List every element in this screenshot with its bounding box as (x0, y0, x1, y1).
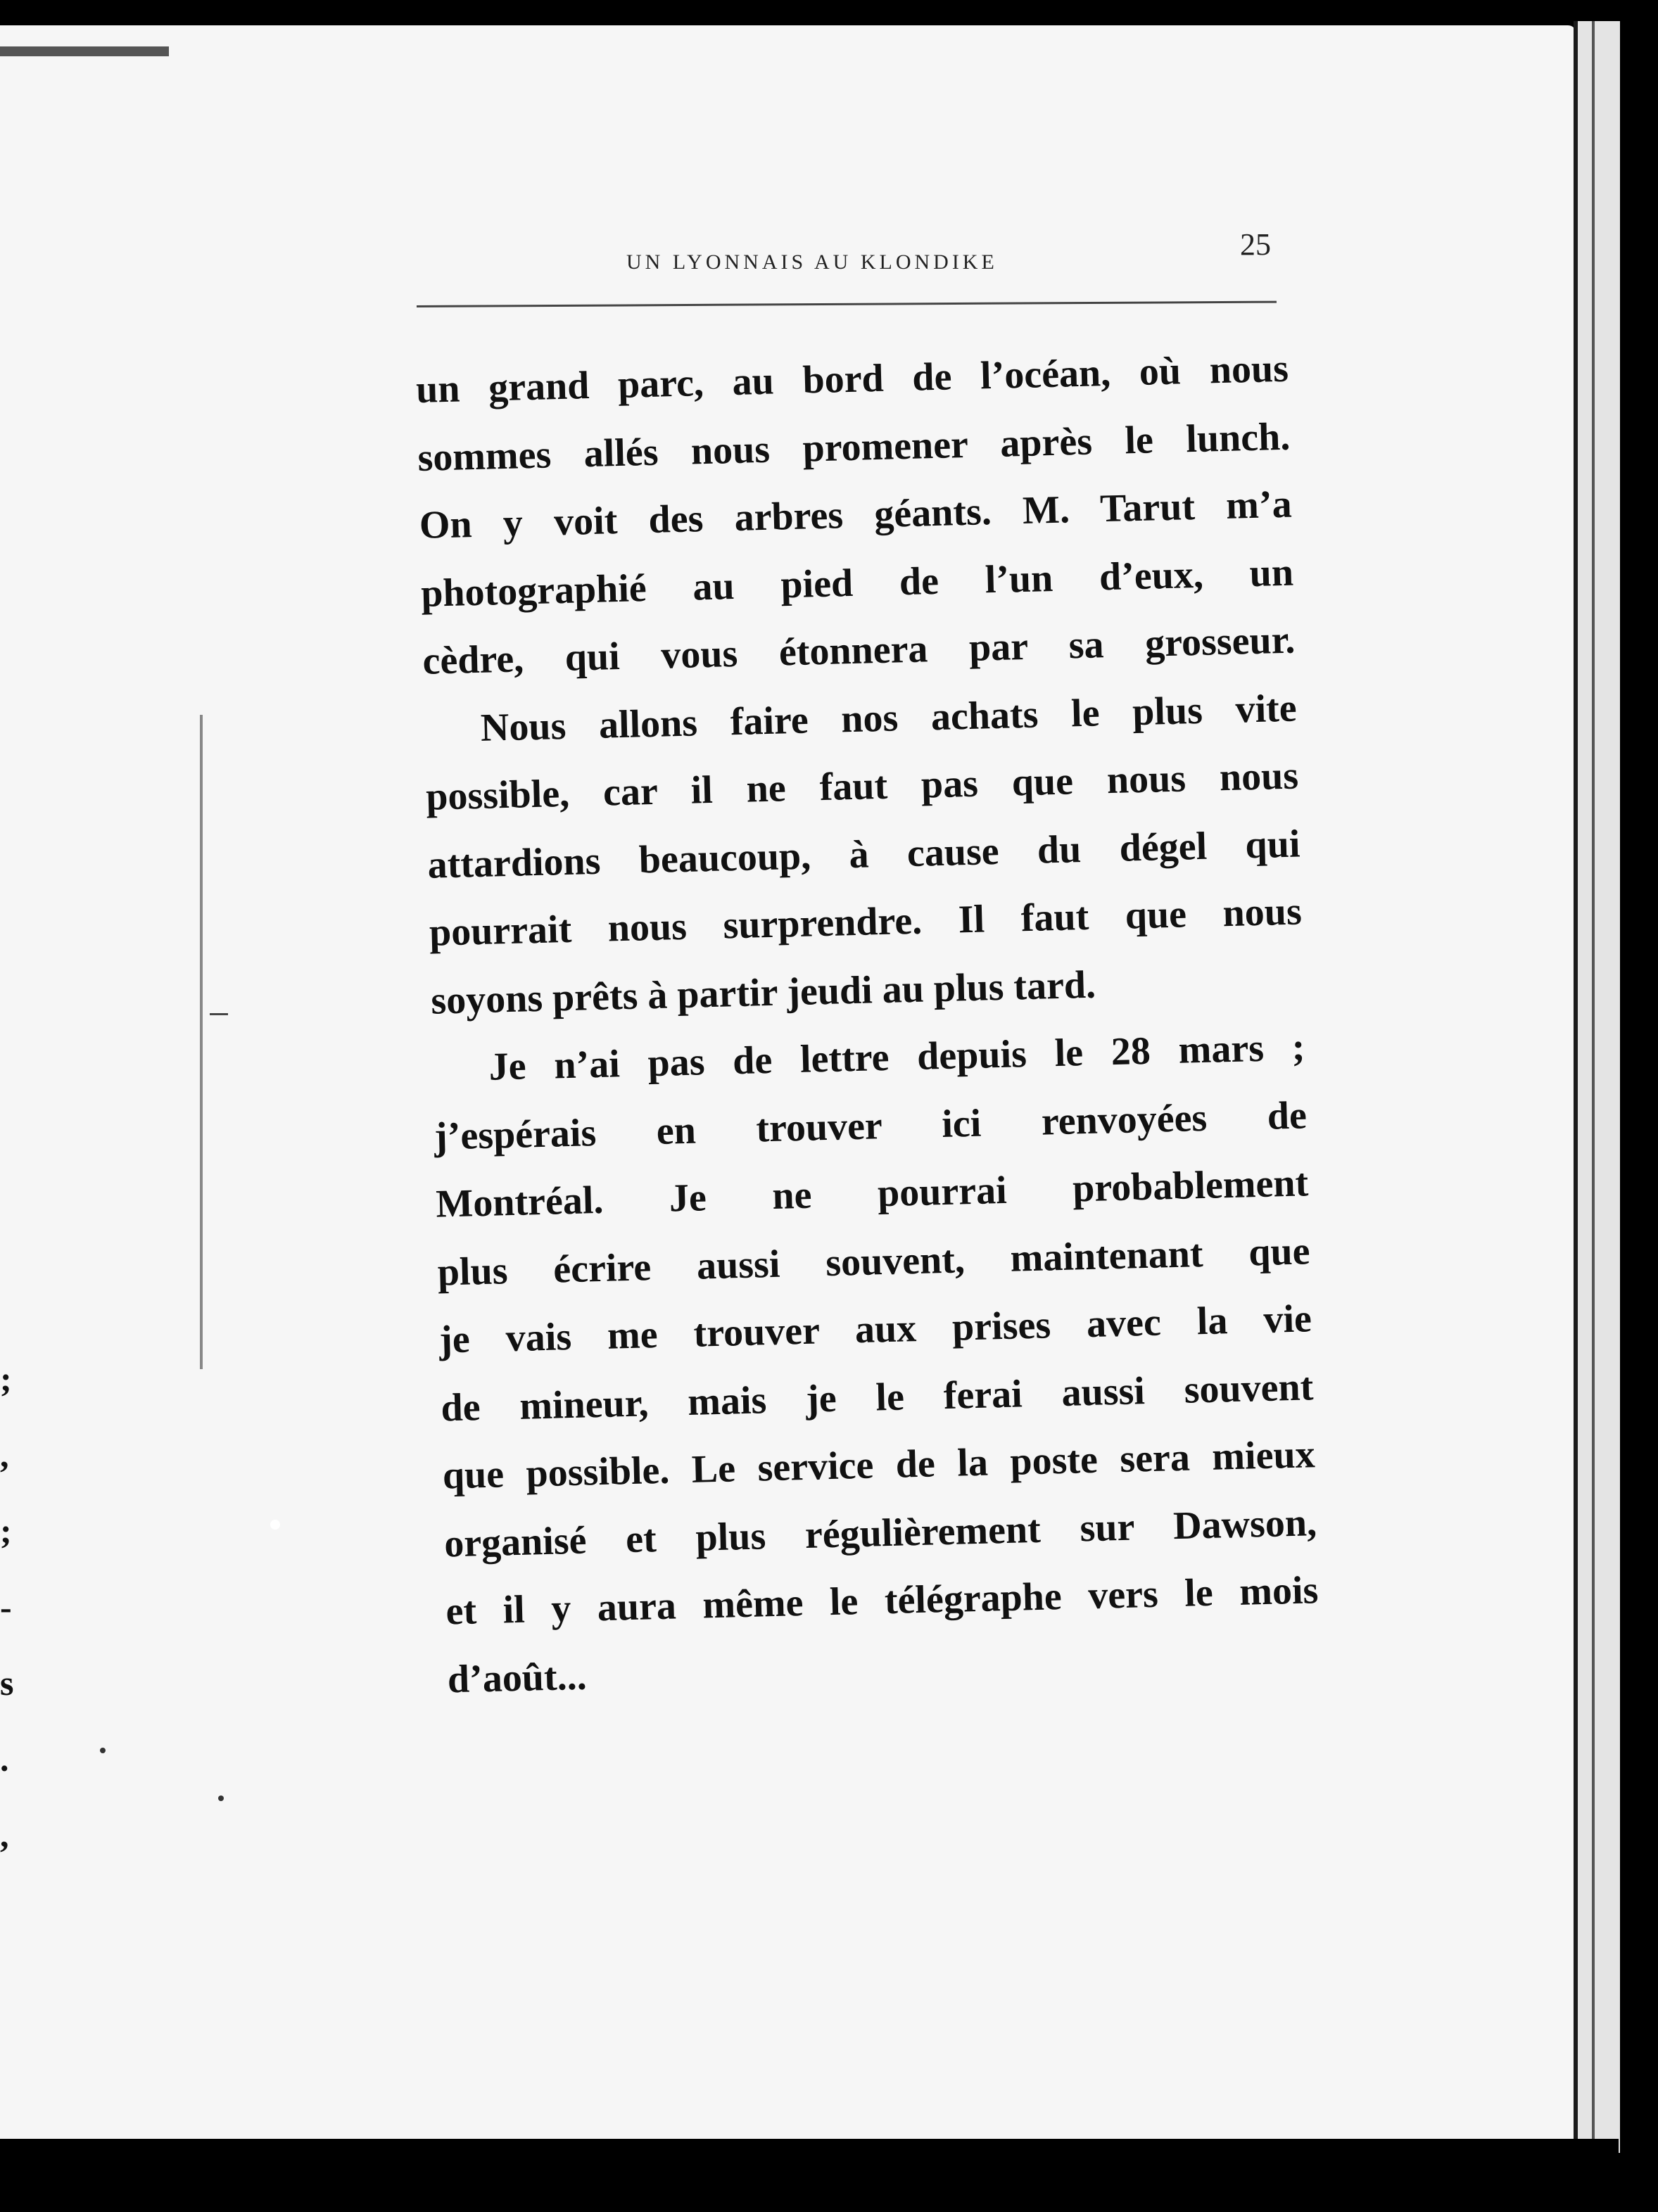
margin-tick (210, 1013, 228, 1015)
book-page (0, 25, 1576, 2142)
text-line: On y voit des arbres géants. M. Tarut m’a (419, 482, 1293, 547)
text-line: cèdre, qui vous étonnera par sa grosseur. (422, 618, 1296, 683)
text-line: et il y aura même le télégraphe vers le mois (445, 1568, 1319, 1634)
edge-mark: - (0, 1587, 12, 1627)
text-line: pourrait nous surprendre. Il faut que nous (429, 889, 1303, 955)
text-line: que possible. Le service de la poste sera mieux (442, 1432, 1316, 1498)
text-line: organisé et plus régulièrement sur Dawson, (443, 1500, 1317, 1565)
text-line: Montréal. Je ne pourrai probablement (435, 1161, 1309, 1226)
text-line: j’espérais en trouver ici renvoyées de (434, 1093, 1308, 1159)
page-top-edge (0, 46, 169, 56)
left-edge-marks (0, 1341, 21, 1873)
edge-mark: ; (0, 1511, 12, 1551)
edge-mark: s (0, 1663, 14, 1703)
text-line: un grand parc, au bord de l’océan, où nous (415, 346, 1289, 412)
page-number: 25 (1240, 227, 1271, 262)
text-line: sommes allés nous promener après le lunch. (417, 414, 1291, 480)
page-stack-edge (1574, 21, 1620, 2153)
edge-mark: , (0, 1435, 9, 1475)
text-line: possible, car il ne faut pas que nous nous (425, 754, 1299, 819)
text-line: de mineur, mais je le ferai aussi souvent (440, 1364, 1314, 1430)
text-line: d’août... (447, 1654, 588, 1701)
page-stack-line (1592, 21, 1595, 2153)
body-text (415, 335, 1321, 1714)
bleed-through-margin-line (200, 715, 203, 1369)
edge-mark: . (0, 1739, 9, 1779)
paper-speck (270, 1520, 280, 1530)
text-line: attardions beaucoup, à cause du dégel qui (426, 821, 1301, 887)
running-head: UN LYONNAIS AU KLONDIKE (626, 250, 998, 274)
text-line: Nous allons faire nos achats le plus vite (480, 686, 1298, 750)
edge-mark: ; (0, 1359, 12, 1399)
scan-bottom-border (0, 2139, 1619, 2212)
header-rule (417, 301, 1277, 307)
text-line: soyons prêts à partir jeudi au plus tard. (430, 962, 1096, 1023)
paper-speck (218, 1795, 224, 1801)
edge-mark: , (0, 1815, 9, 1855)
paper-speck (100, 1748, 106, 1753)
text-line: je vais me trouver aux prises avec la vie (438, 1297, 1312, 1362)
text-line: Je n’ai pas de lettre depuis le 28 mars ; (488, 1025, 1306, 1089)
text-line: plus écrire aussi souvent, maintenant que (437, 1228, 1311, 1295)
text-line: photographié au pied de l’un d’eux, un (420, 550, 1294, 616)
